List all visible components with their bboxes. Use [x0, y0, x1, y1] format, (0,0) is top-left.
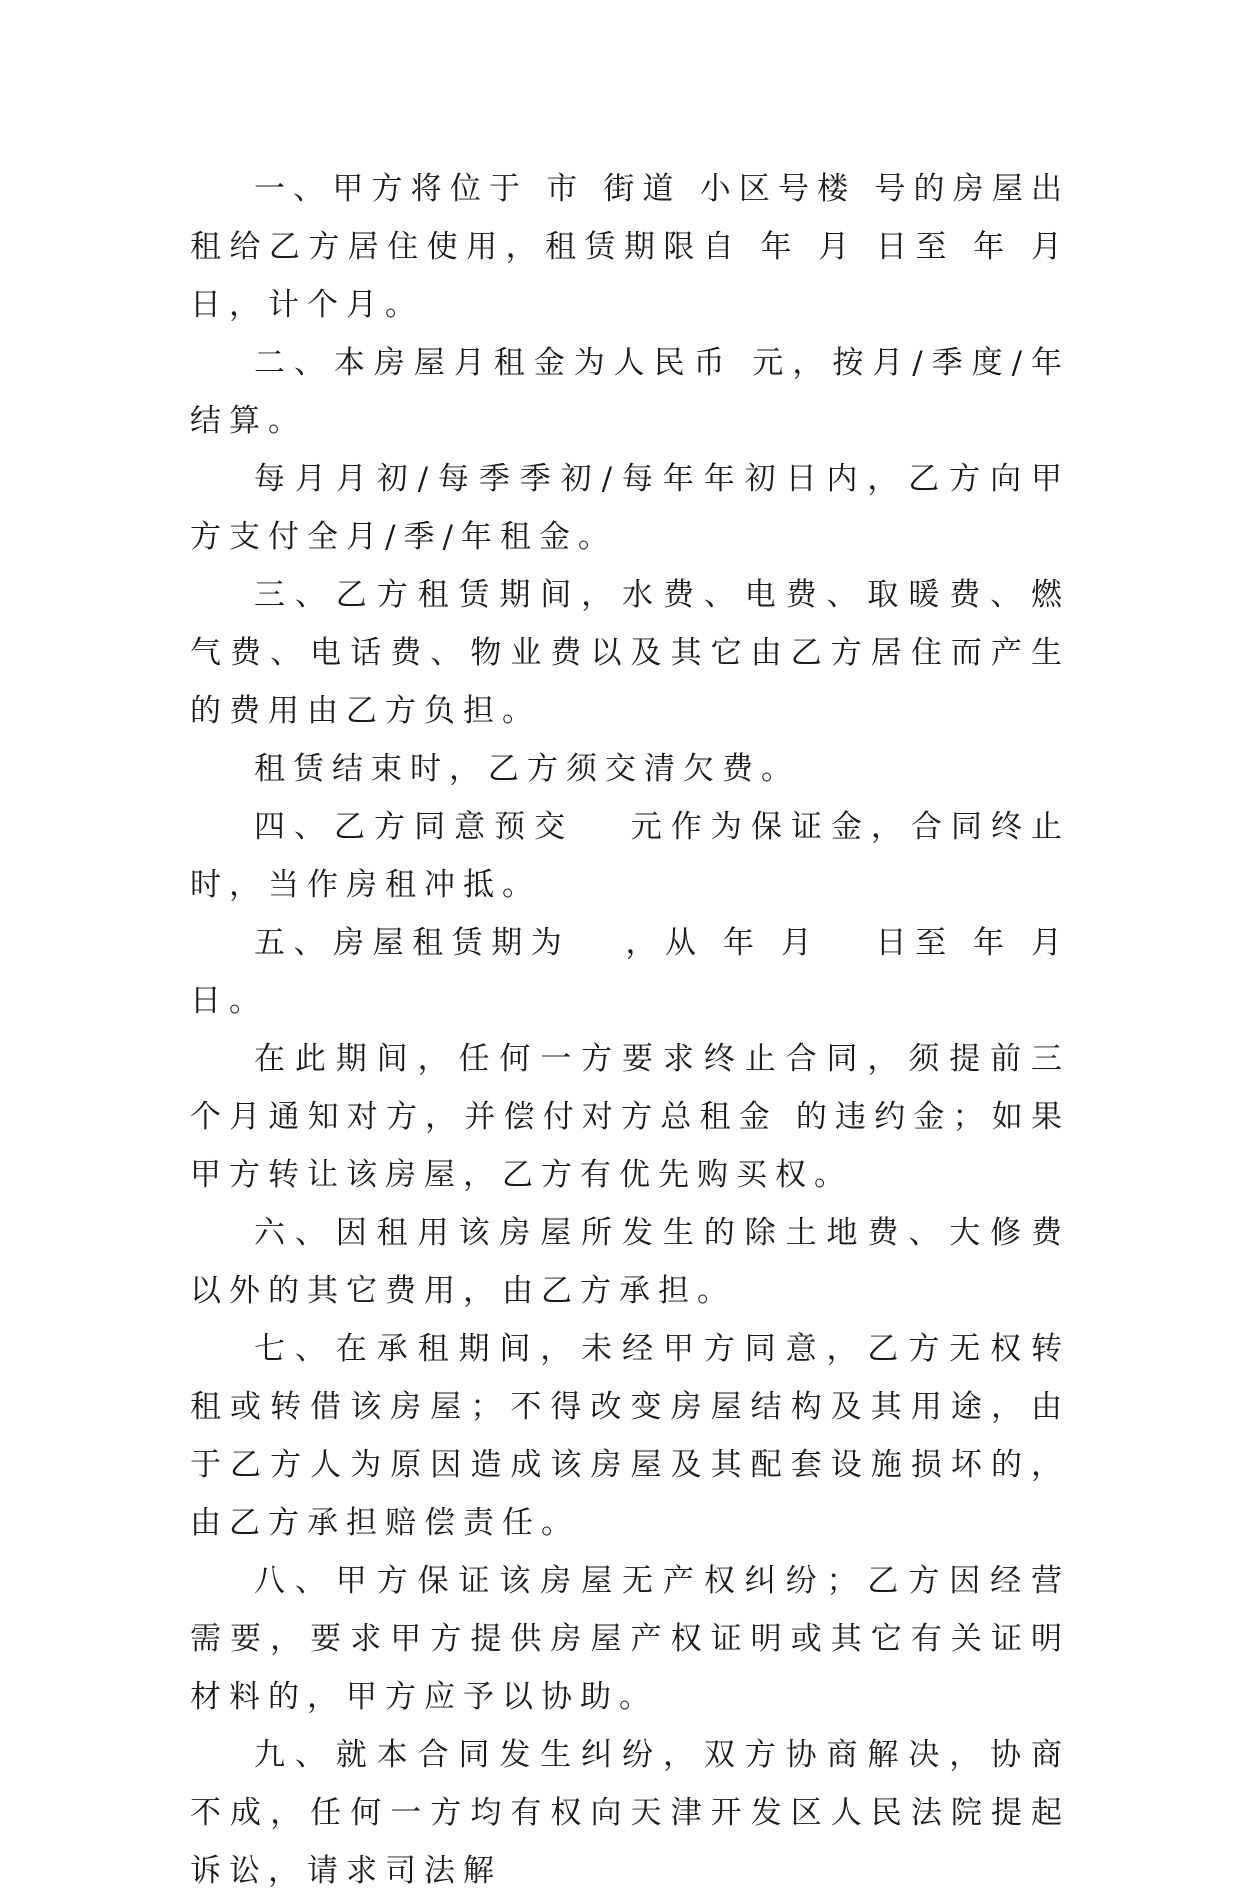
clause-4-paragraph: 四、乙方同意预交 元作为保证金，合同终止时，当作房租冲抵。: [190, 809, 1070, 903]
payment-schedule-paragraph: 每月月初/每季季初/每年年初日内，乙方向甲方支付全月/季/年租金。: [190, 461, 1070, 555]
settlement-paragraph: 租赁结束时，乙方须交清欠费。: [254, 751, 800, 787]
clause-7-paragraph: 七、在承租期间，未经甲方同意，乙方无权转租或转借该房屋；不得改变房屋结构及其用途，由于乙方人为原因造成该房屋及其配套设施损坏的，由乙方承担赔偿责任。: [190, 1331, 1070, 1541]
clause-8-paragraph: 八、甲方保证该房屋无产权纠纷；乙方因经营需要，要求甲方提供房屋产权证明或其它有关证明材料的，甲方应予以协助。: [190, 1563, 1070, 1715]
clause-6-paragraph: 六、因租用该房屋所发生的除土地费、大修费以外的其它费用，由乙方承担。: [190, 1215, 1070, 1309]
document-body: [190, 160, 1088, 1900]
termination-paragraph: 在此期间，任何一方要求终止合同，须提前三个月通知对方，并偿付对方总租金 的违约金；如果甲方转让该房屋，乙方有优先购买权。: [190, 1041, 1070, 1193]
clause-1-paragraph: 一、甲方将位于 市 街道 小区号楼 号的房屋出租给乙方居住使用，租赁期限自 年 月 日至 年 月 日，计个月。: [190, 171, 1088, 323]
clause-9-paragraph: 九、就本合同发生纠纷，双方协商解决，协商不成，任何一方均有权向天津开发区人民法院提起诉讼，请求司法解: [190, 1737, 1070, 1889]
clause-5-paragraph: 五、房屋租赁期为 ，从 年 月 日至 年 月 日。: [190, 925, 1088, 1019]
clause-3-paragraph: 三、乙方租赁期间，水费、电费、取暖费、燃气费、电话费、物业费以及其它由乙方居住而产生的费用由乙方负担。: [190, 577, 1070, 729]
clause-2-paragraph: 二、本房屋月租金为人民币 元，按月/季度/年结算。: [190, 345, 1070, 439]
